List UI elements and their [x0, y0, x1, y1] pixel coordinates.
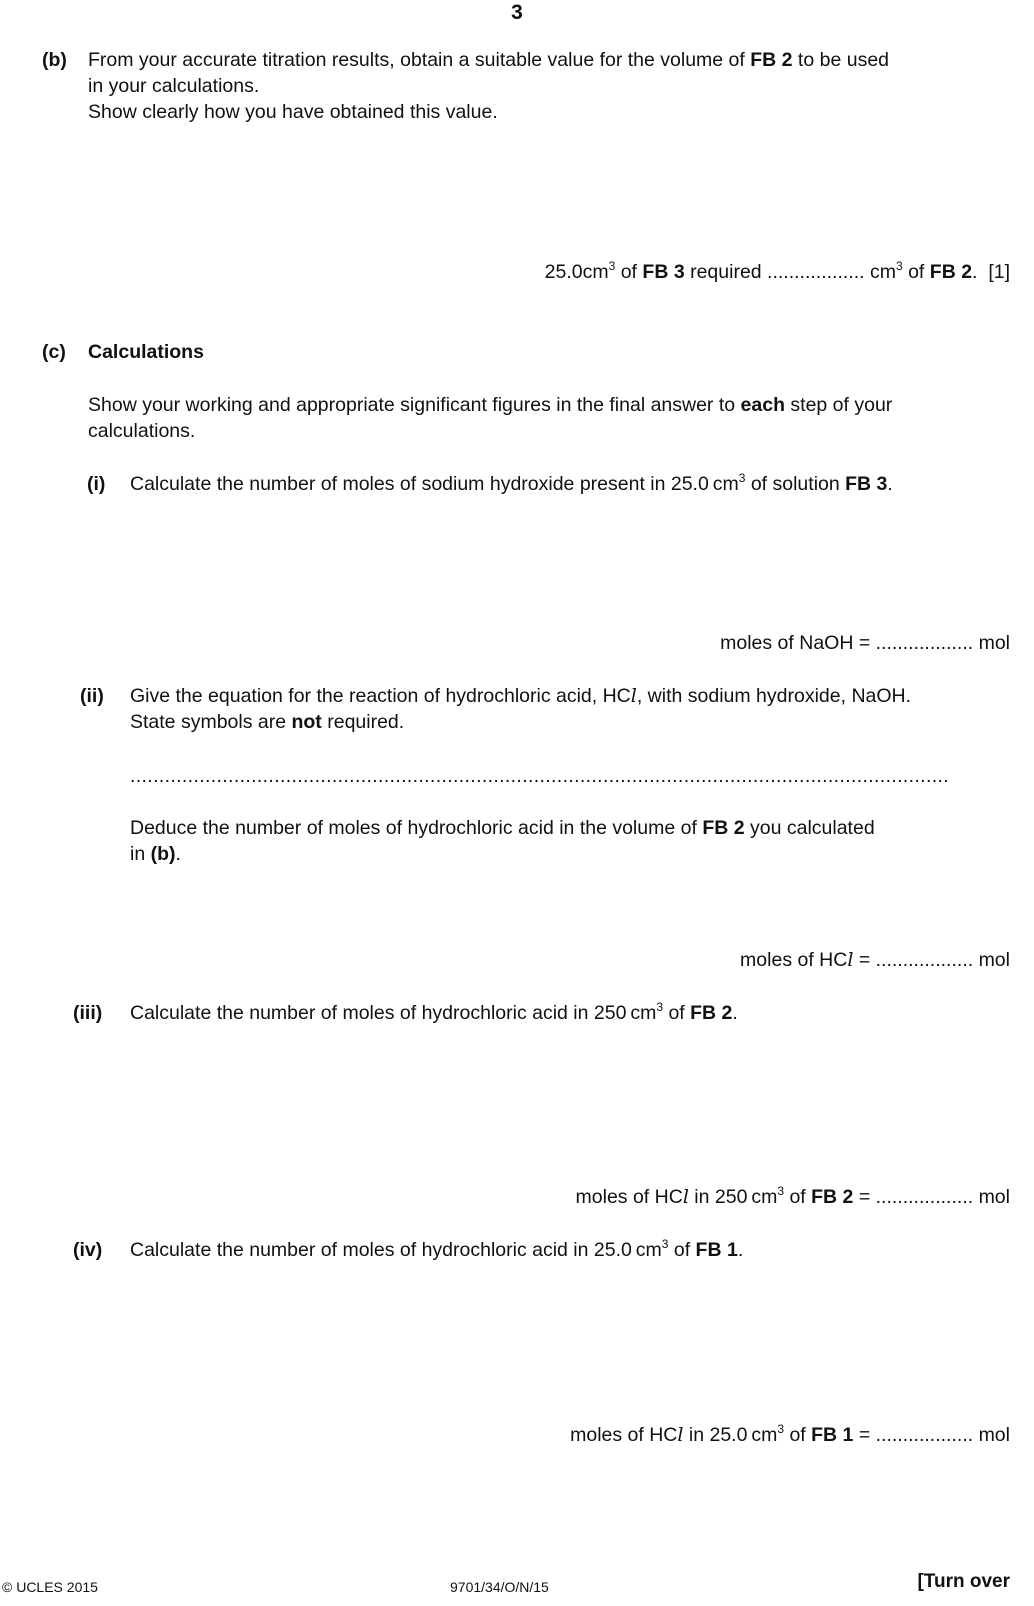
- question-c-intro-line2: calculations.: [88, 420, 196, 442]
- question-b-text: [88, 47, 1010, 125]
- part-ii-line2: State symbols are not required.: [130, 711, 405, 733]
- part-iii-answer-line: moles of HCl in 250 $cm^3$ of FB 2 = .................. mol: [575, 1184, 1010, 1208]
- question-b-line3: Show clearly how you have obtained this value.: [88, 101, 498, 123]
- question-c-label: (c): [42, 341, 66, 363]
- part-ii-line1: Give the equation for the reaction of hydrochloric acid, HCl, with sodium hydroxide, NaOH.: [130, 685, 912, 707]
- question-b-line1: From your accurate titration results, obtain a suitable value for the volume of FB 2 to be used: [88, 49, 890, 71]
- footer-copyright: © UCLES 2015: [2, 1579, 98, 1595]
- part-i-label: (i): [87, 473, 106, 495]
- question-b-answer-line: $25.0cm^3$ of FB 3 required .................. $cm^3$ of FB 2. [1]: [544, 259, 1010, 283]
- part-iv-answer-line: moles of HCl in 25.0 $cm^3$ of FB 1 = .................. mol: [570, 1422, 1010, 1446]
- question-c-intro-line1: Show your working and appropriate significant figures in the final answer to each step of your: [88, 394, 893, 416]
- question-c-title: Calculations: [88, 341, 204, 363]
- part-ii-deduce-line2: in (b).: [130, 843, 181, 865]
- part-iii-label: (iii): [73, 1002, 103, 1024]
- marks: [1]: [988, 261, 1010, 283]
- part-iv-text: Calculate the number of moles of hydrochloric acid in 25.0 $cm^3$ of FB 1.: [130, 1237, 744, 1261]
- part-ii-label: (ii): [80, 685, 104, 707]
- footer-turn-over: [Turn over: [917, 1571, 1010, 1592]
- part-iv-label: (iv): [73, 1239, 103, 1261]
- question-b-label: (b): [42, 49, 67, 71]
- part-ii-deduce-line1: Deduce the number of moles of hydrochloric acid in the volume of FB 2 you calculated: [130, 817, 875, 839]
- part-ii-text: [130, 683, 1010, 735]
- footer-code: 9701/34/O/N/15: [450, 1579, 549, 1595]
- part-iii-text: Calculate the number of moles of hydrochloric acid in 250 $cm^3$ of FB 2.: [130, 1000, 738, 1024]
- question-c-intro: [88, 392, 1010, 444]
- part-i-text: Calculate the number of moles of sodium hydroxide present in 25.0 $cm^3$ of solution FB 3.: [130, 471, 893, 495]
- part-ii-answer-line: moles of HCl = .................. mol: [740, 949, 1010, 971]
- equation-answer-line[interactable]: ..............................................................................................................................................: [130, 765, 950, 787]
- question-b-line2: in your calculations.: [88, 75, 260, 97]
- part-i-answer-line: moles of NaOH = .................. mol: [720, 632, 1010, 654]
- page-number: 3: [511, 1, 523, 24]
- part-ii-deduce: [130, 815, 1010, 867]
